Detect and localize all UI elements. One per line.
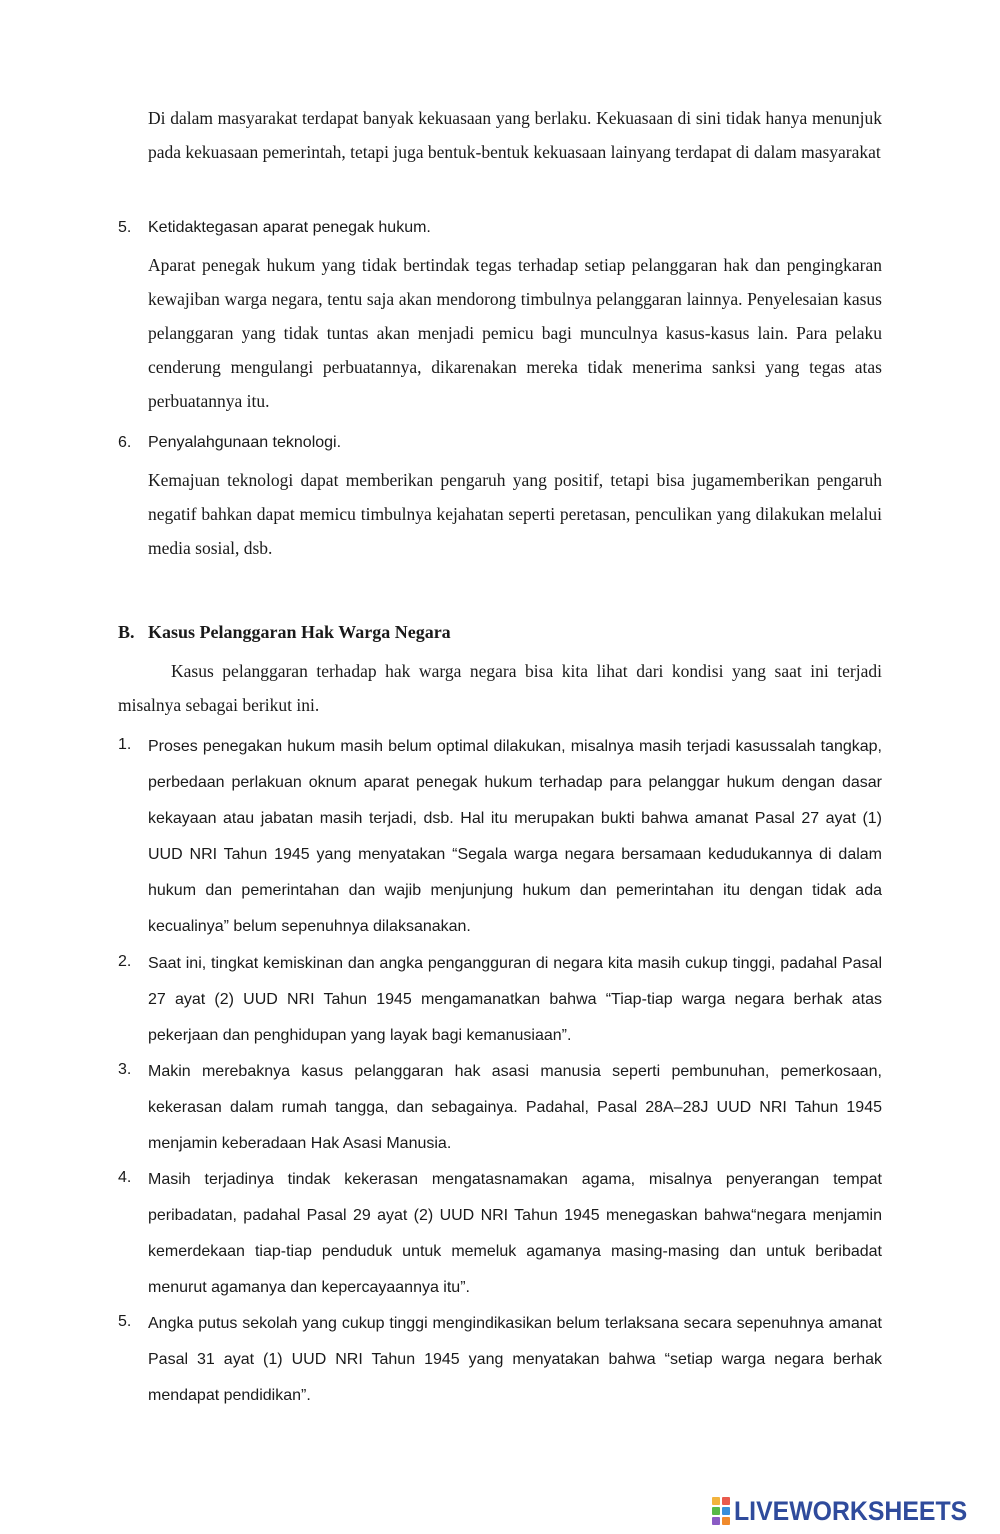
section-b-intro: Kasus pelanggaran terhadap hak warga negara bisa kita lihat dari kondisi yang saat ini terjadi misalnya sebagai berikut ini. xyxy=(118,661,882,715)
case-2-number: 2. xyxy=(118,953,132,970)
case-5-number: 5. xyxy=(118,1313,132,1330)
factor-5-body: Aparat penegak hukum yang tidak bertindak tegas terhadap setiap pelanggaran hak dan pengingkaran kewajiban warga negara, tentu saja akan mendorong timbulnya pelanggaran lainnya. Penyelesaian kasus pelanggaran yang tidak tuntas akan menjadi pemicu bagi munculnya kasus-kasus lain. Para pelaku cenderung mengulangi perbuatannya, dikarenakan mereka tidak menerima sanksi yang tegas atas perbuatannya itu. xyxy=(148,255,882,411)
case-4-text: Masih terjadinya tindak kekerasan mengatasnamakan agama, misalnya penyerangan tempat peribadatan, padahal Pasal 29 ayat (2) UUD NRI Tahun 1945 menegaskan bahwa“negara menjamin kemerdekaan tiap-tiap penduduk untuk memeluk agamanya masing-masing dan untuk beribadat menurut agamanya dan kepercayaannya itu”. xyxy=(148,1171,882,1296)
intro-paragraph: Di dalam masyarakat terdapat banyak kekuasaan yang berlaku. Kekuasaan di sini tidak hanya menunjuk pada kekuasaan pemerintah, tetapi juga bentuk-bentuk kekuasaan lainyang terdapat di dalam masyarakat xyxy=(148,108,882,162)
liveworksheets-logo xyxy=(712,1496,988,1526)
factor-6-number: 6. xyxy=(118,434,132,451)
case-5-text: Angka putus sekolah yang cukup tinggi mengindikasikan belum terlaksana secara sepenuhnya amanat Pasal 31 ayat (1) UUD NRI Tahun 1945 yang menyatakan bahwa “setiap warga negara berhak mendapat pendidikan”. xyxy=(148,1315,882,1404)
factor-6-body: Kemajuan teknologi dapat memberikan pengaruh yang positif, tetapi bisa jugamemberikan pengaruh negatif bahkan dapat memicu timbulnya kejahatan seperti peretasan, penculikan yang dilakukan melalui media sosial, dsb. xyxy=(148,470,882,558)
case-3-text: Makin merebaknya kasus pelanggaran hak asasi manusia seperti pembunuhan, pemerkosaan, kekerasan dalam rumah tangga, dan sebagainya. Padahal, Pasal 28A–28J UUD NRI Tahun 1945 menjamin keberadaan Hak Asasi Manusia. xyxy=(148,1063,882,1152)
case-1-text: Proses penegakan hukum masih belum optimal dilakukan, misalnya masih terjadi kasussalah tangkap, perbedaan perlakuan oknum aparat penegak hukum terhadap para pelanggar hukum dengan dasar kekayaan atau jabatan masih terjadi, dsb. Hal itu merupakan bukti bahwa amanat Pasal 27 ayat (1) UUD NRI Tahun 1945 yang menyatakan “Segala warga negara bersamaan kedudukannya di dalam hukum dan pemerintahan dan wajib menjunjung hukum dan pemerintahan itu dengan tidak ada kecualinya” belum sepenuhnya dilaksanakan. xyxy=(148,738,882,935)
factor-6-title: Penyalahgunaan teknologi. xyxy=(148,434,342,451)
liveworksheets-logo-icon xyxy=(712,1497,730,1525)
case-4-number: 4. xyxy=(118,1169,132,1186)
factor-5-number: 5. xyxy=(118,219,132,236)
factor-5-title: Ketidaktegasan aparat penegak hukum. xyxy=(148,219,431,236)
liveworksheets-logo-text: LIVEWORKSHEETS xyxy=(734,1495,968,1526)
section-b-title: Kasus Pelanggaran Hak Warga Negara xyxy=(148,622,451,642)
case-2-text: Saat ini, tingkat kemiskinan dan angka pengangguran di negara kita masih cukup tinggi, padahal Pasal 27 ayat (2) UUD NRI Tahun 1945 mengamanatkan bahwa “Tiap-tiap warga negara berhak atas pekerjaan dan penghidupan yang layak bagi kemanusiaan”. xyxy=(148,955,882,1044)
case-3-number: 3. xyxy=(118,1061,132,1078)
case-1-number: 1. xyxy=(118,736,132,753)
section-b-letter: B. xyxy=(118,622,135,642)
section-b-heading xyxy=(118,622,451,643)
